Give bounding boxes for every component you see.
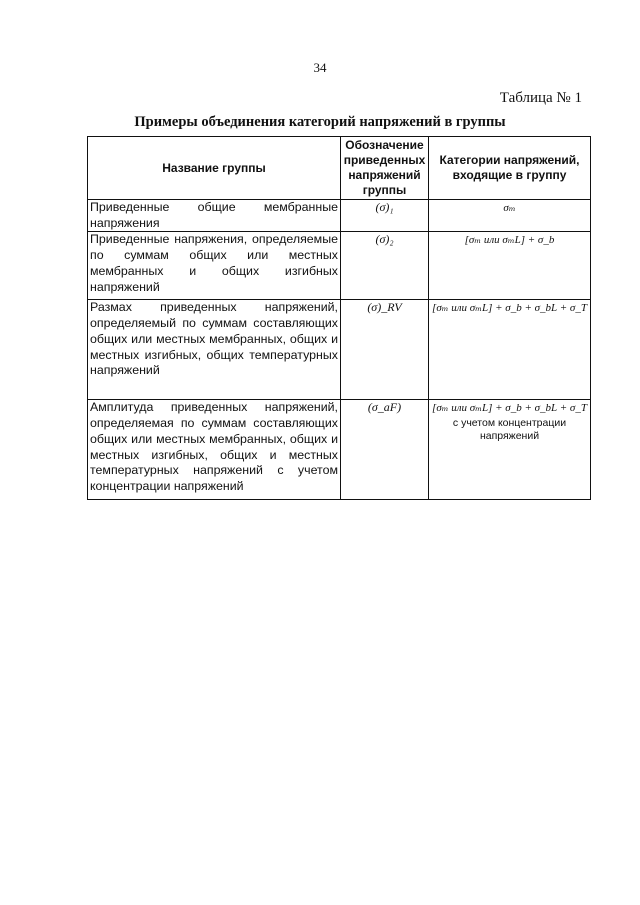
table-label: Таблица № 1 xyxy=(499,90,582,106)
row-4-categories-cell xyxy=(429,400,591,500)
row-2-designation: (σ)₂ xyxy=(341,232,429,300)
row-2-name: Приведенные напряжения, определяемые по суммам общих или местных мембранных и общих изгибных напряжений xyxy=(88,232,341,300)
row-4-categories: [σₘ или σₘL] + σ_b + σ_bL + σ_T xyxy=(432,402,587,415)
stress-groups-table xyxy=(87,136,591,500)
table-header-row xyxy=(88,137,591,200)
table-row xyxy=(88,400,591,500)
row-4-designation: (σ_aF) xyxy=(341,400,429,500)
row-1-categories: σₘ xyxy=(429,200,591,232)
row-2-categories: [σₘ или σₘL] + σ_b xyxy=(429,232,591,300)
table-row xyxy=(88,232,591,300)
row-1-designation: (σ)₁ xyxy=(341,200,429,232)
header-designation: Обозначение приведенных напряжений группы xyxy=(341,137,429,200)
table-title: Примеры объединения категорий напряжений в группы xyxy=(134,114,506,130)
row-3-name: Размах приведенных напряжений, определяемый по суммам составляющих общих или местных мембранных, общих и местных изгибных, общих температурных напряжений xyxy=(88,300,341,400)
row-3-categories: [σₘ или σₘL] + σ_b + σ_bL + σ_T xyxy=(429,300,591,400)
row-4-note: с учетом концентрации напряжений xyxy=(452,417,567,443)
row-1-name: Приведенные общие мембранные напряжения xyxy=(88,200,341,232)
page-number: 34 xyxy=(313,60,327,75)
row-4-name: Амплитуда приведенных напряжений, определяемая по суммам составляющих общих или местных мембранных, общих и местных изгибных, общих и местных температурных напряжений с учетом концентрации напряжений xyxy=(88,400,341,500)
row-3-designation: (σ)_RV xyxy=(341,300,429,400)
table-row xyxy=(88,300,591,400)
header-categories: Категории напряжений, входящие в группу xyxy=(429,137,591,200)
table-row xyxy=(88,200,591,232)
header-group-name: Название группы xyxy=(88,137,341,200)
